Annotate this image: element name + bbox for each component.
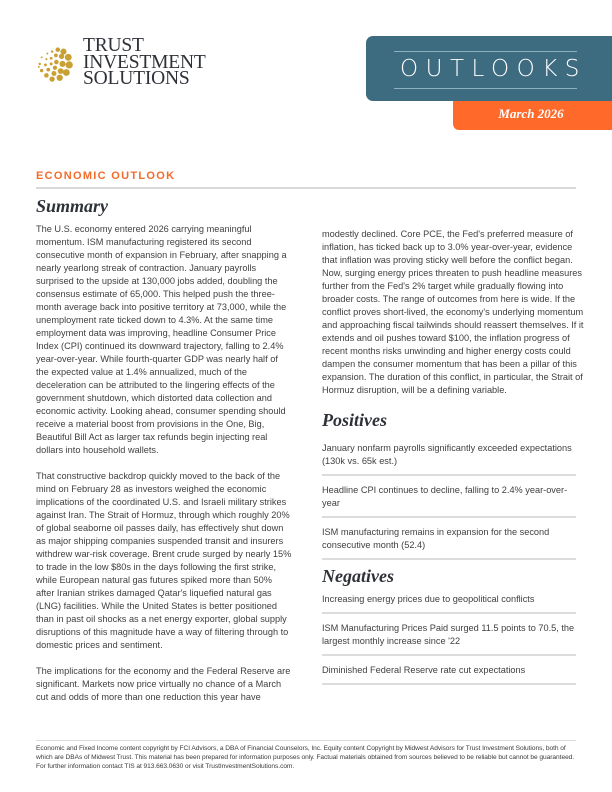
positive-item: January nonfarm payrolls significantly exceeded expectations (130k vs. 65k est.) [322,439,576,476]
logo-line: SOLUTIONS [83,68,190,89]
section-label: ECONOMIC OUTLOOK [36,170,176,182]
negative-item: Diminished Federal Reserve rate cut expectations [322,661,576,685]
left-column [36,196,292,717]
publication-date: March 2026 [498,106,564,121]
negatives-list [322,590,584,685]
company-logo [35,35,206,89]
section-divider [36,187,576,189]
summary-heading: Summary [36,196,109,216]
positives-heading: Positives [322,410,387,430]
banner-frame [394,51,587,89]
summary-paragraph: The U.S. economy entered 2026 carrying meaningful momentum. ISM manufacturing registered its second consecutive month of expansion in February, after snapping a nearly yearlong streak of contraction. January payrolls surprised to the upside at 130,000 jobs added, doubling the consensus estimate of 65,000. This helped push the three-month average back into positive territory at 73,000, while the unemployment rate ticked down to 4.3%. At the same time employment data was improving, headline Consumer Price Index (CPI) continued its downward trajectory, falling to 2.4% year-over-year. While fourth-quarter GDP was nearly half of the expected value at 1.4% annualized, much of the deceleration can be attributed to the lingering effects of the government shutdown, which distorted data collection and economic activity. Looking ahead, consumer spending should receive a material boost from provisions in the One, Big, Beautiful Bill Act as larger tax refunds begin injecting real dollars into household wallets. [36,224,287,455]
date-tab [453,101,612,130]
negative-item: ISM Manufacturing Prices Paid surged 11.5 points to 70.5, the largest monthly increase since '22 [322,619,576,656]
outlooks-banner [366,36,612,101]
footer-disclaimer: Economic and Fixed Income content copyright by FCI Advisors, a DBA of Financial Counselors, Inc. Equity content Copyright by Midwest Advisors for Trust Investment Solutions, both of which are DBAs of Midwest Trust. This material has been prepared for information purposes only. Factual materials obtained from sources believed to be reliable but cannot be guaranteed. For further information contact TIS at 913.663.0630 or visit TrustInvestmentSolutions.com. [36,745,575,770]
footer-divider [36,740,576,741]
summary-paragraph: That constructive backdrop quickly moved to the back of the mind on February 28 as investors weighed the economic implications of the coordinated U.S. and Israeli military strikes against Iran. The Strait of Hormuz, through which roughly 20% of global seaborne oil passes daily, has effectively shut down as major shipping companies suspended transit and insurers withdrew war-risk coverage. Brent crude surged by nearly 15% to trade in the low $80s in the days following the first strike, while European natural gas futures spiked more than 50% after Iranian strikes damaged Qatar's liquefied natural gas (LNG) facilities. While the United States is better positioned than in past oil shocks as a net energy exporter, global supply disruptions of this magnitude have a way of filtering through to domestic prices and sentiment. [36,471,292,650]
negatives-heading: Negatives [322,566,394,586]
positives-list [322,439,584,560]
globe-dots-icon [35,44,73,82]
logo-wordmark [83,35,206,89]
positive-item: Headline CPI continues to decline, falling to 2.4% year-over-year [322,481,576,518]
logo-line: TRUST [83,35,144,56]
summary-paragraph: modestly declined. Core PCE, the Fed's preferred measure of inflation, has ticked back up to 3.0% year-over-year, evidence that inflation was proving sticky well before the conflict began. Now, surging energy prices threaten to push headline measures further from the Fed's 2% target while gradually flowing into broader costs. The range of outcomes from here is wide. If the conflict proves short-lived, the economy's underlying momentum and approaching fiscal tailwinds should reassert themselves. If it extends and oil pushes toward $100, the inflation progress of recent months risks unwinding and higher energy costs could dampen the consumer momentum that has been a pillar of this expansion. The duration of this conflict, in particular, the Strait of Hormuz disruption, will be a defining variable. [322,229,584,395]
right-column [322,228,584,690]
banner-title: OUTLOOKS [400,56,587,82]
negative-item: Increasing energy prices due to geopolitical conflicts [322,590,576,614]
summary-paragraph: The implications for the economy and the Federal Reserve are significant. Markets now price virtually no chance of a March cut and odds of more than one reduction this year have [36,666,291,702]
positive-item: ISM manufacturing remains in expansion for the second consecutive month (52.4) [322,523,576,560]
logo-line: INVESTMENT [83,51,206,73]
